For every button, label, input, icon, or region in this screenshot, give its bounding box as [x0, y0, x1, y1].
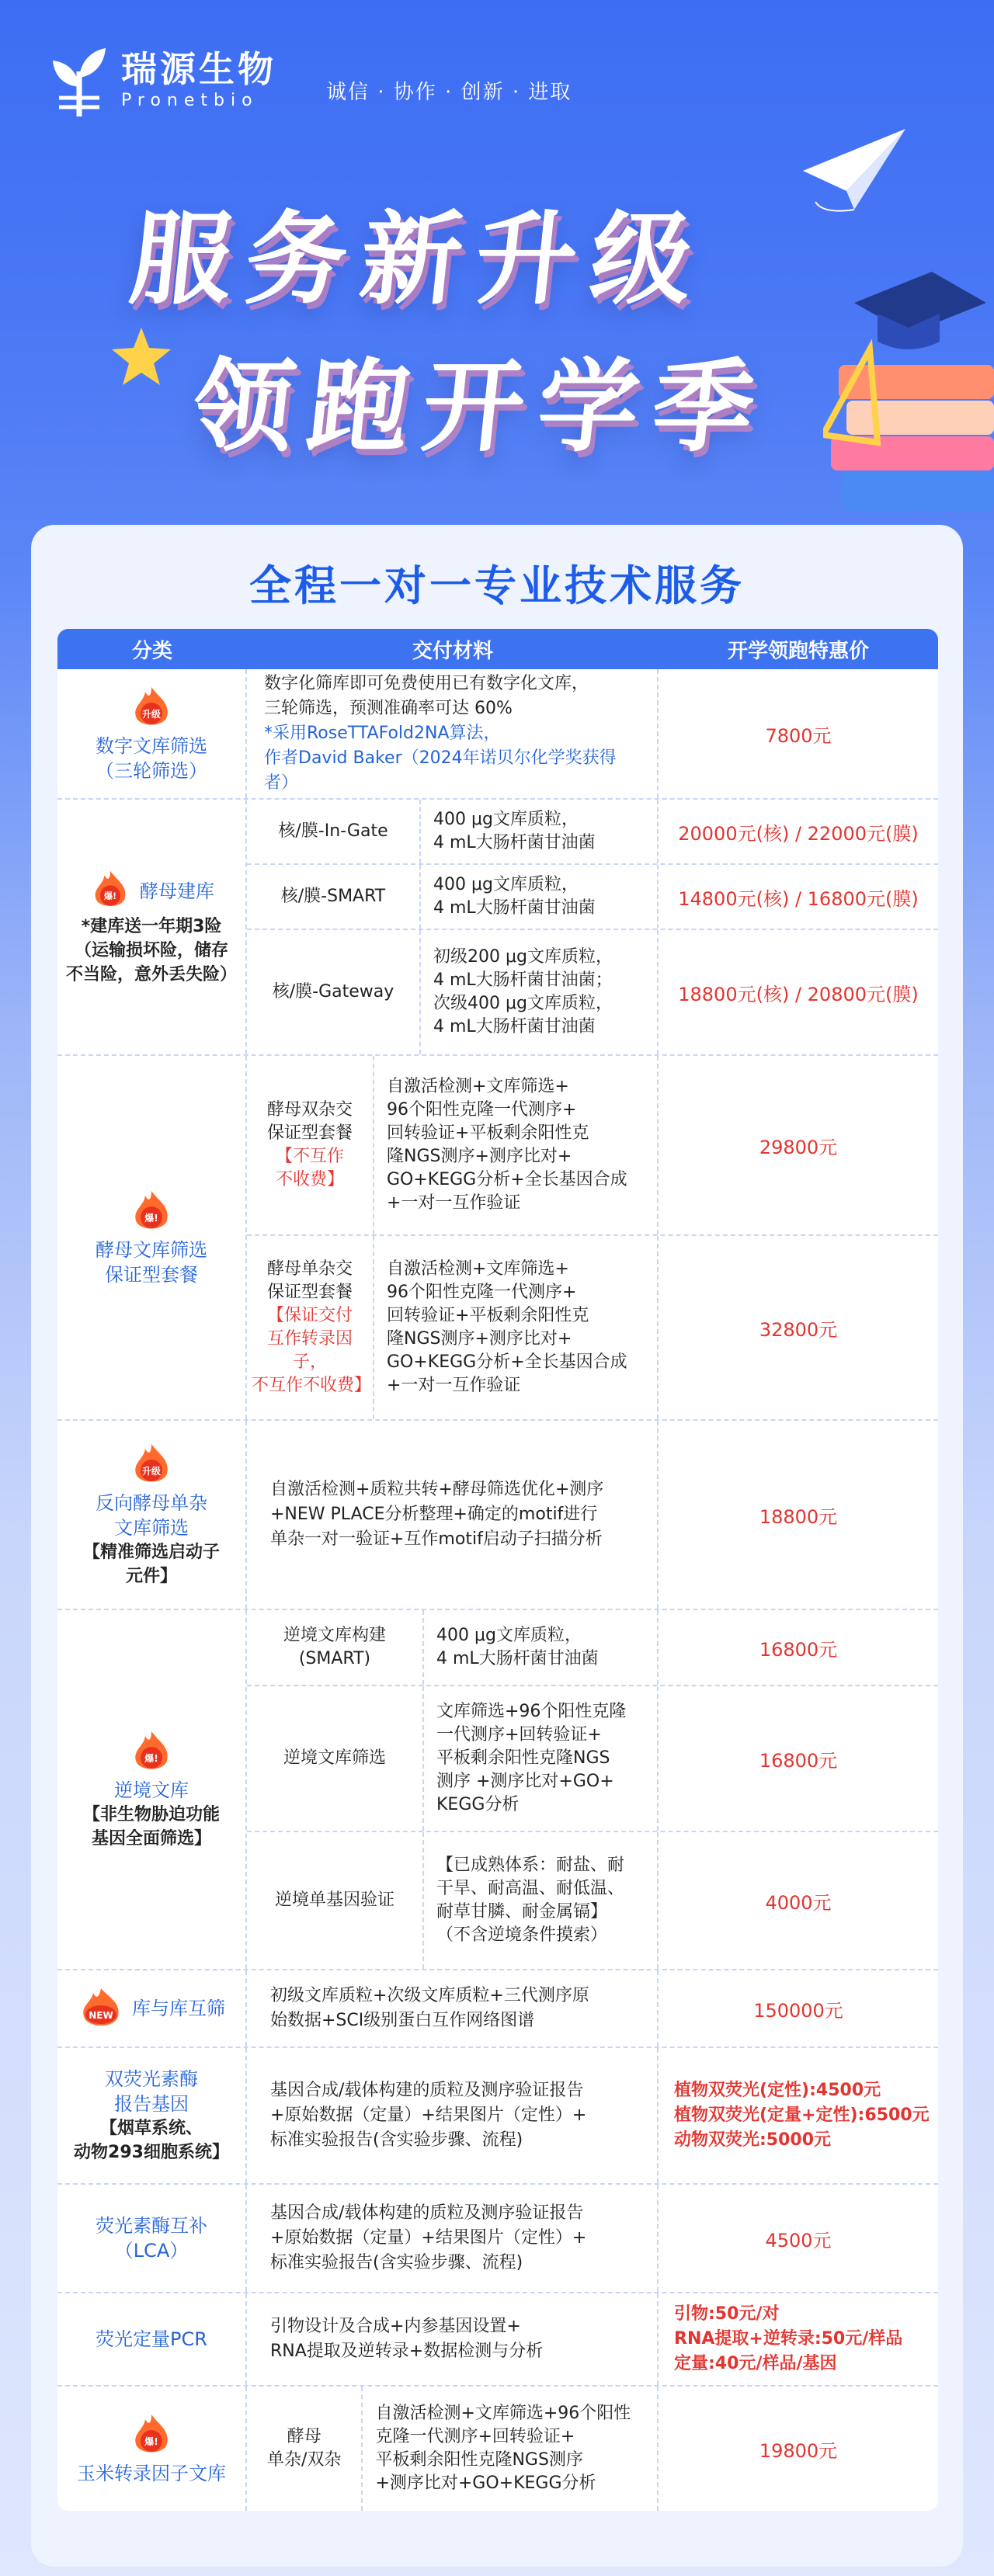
table-row [57, 1056, 938, 1421]
price-table [57, 629, 938, 2511]
insurance-detail: （运输损坏险，储存 [74, 940, 228, 960]
brand-name-cn: 瑞源生物 [121, 48, 276, 90]
sub-material: +测序比对+GO+KEGG分析 [375, 2474, 596, 2493]
hero-title-line1: 服务新升级 [124, 200, 712, 318]
sub-name: 逆境文库筛选 [247, 1686, 424, 1831]
material-text: 初级文库质粒+次级文库质粒+三代测序原 [270, 1986, 589, 2005]
sub-material: 隆NGS测序+测序比对+ [387, 1147, 572, 1166]
guarantee-note: 【不互作 [275, 1147, 344, 1166]
price-value: 20000元(核) / 22000元(膜) [678, 822, 919, 845]
price-item: 引物:50元/对 [674, 2304, 780, 2324]
category-name: 双荧光素酶 [105, 2068, 198, 2090]
category-note: 【精准筛选启动子 [82, 1543, 220, 1562]
sub-material: 一代测序+回转验证+ [436, 1725, 602, 1745]
table-row [57, 2185, 938, 2293]
category-name: 数字文库筛选 [96, 735, 207, 757]
author-note: 作者David Baker（2024年诺贝尔化学奖获得者） [264, 748, 617, 793]
material-text: 标准实验报告(含实验步骤、流程) [270, 2130, 523, 2150]
guarantee-note: 不互作不收费】 [252, 1376, 372, 1395]
sub-name: 核/膜-Gateway [247, 930, 421, 1054]
sub-material: 隆NGS测序+测序比对+ [387, 1329, 572, 1349]
sub-name: (SMART) [298, 1649, 371, 1668]
insurance-detail: 不当险，意外丢失险） [65, 964, 237, 984]
sub-material: 4 mL大肠杆菌甘油菌 [436, 1649, 599, 1668]
sub-material: （不含逆境条件摸索） [436, 1925, 608, 1945]
sub-material: 回转验证+平板剩余阳性克 [387, 1306, 589, 1325]
sub-material: 耐草甘膦、耐金属镉】 [436, 1902, 608, 1922]
sub-material: 自激活检测+文库筛选+ [387, 1077, 569, 1096]
hot-flame-icon [89, 868, 132, 911]
price-item: RNA提取+逆转录:50元/样品 [674, 2329, 903, 2349]
table-row [57, 1610, 938, 1970]
new-badge-icon [78, 1987, 124, 2030]
brand-slogan: 诚信 · 协作 · 创新 · 进取 [326, 81, 572, 104]
table-header [57, 629, 938, 669]
sub-material: GO+KEGG分析+全长基因合成 [387, 1170, 627, 1189]
price-item: 定量:40元/样品/基因 [674, 2354, 837, 2373]
hot-flame-icon [128, 1728, 175, 1775]
table-row [57, 1970, 938, 2048]
price-value: 32800元 [759, 1318, 838, 1341]
guarantee-note: 不收费】 [275, 1170, 344, 1189]
category-name: 逆境文库 [114, 1779, 189, 1801]
algorithm-note: *采用RoseTTAFold2NA算法， [264, 724, 501, 743]
svg-text:爆!: 爆! [144, 2436, 158, 2447]
sub-material: 4 mL大肠杆菌甘油菌 [433, 833, 596, 852]
material-text: 单杂一对一验证+互作motif启动子扫描分析 [270, 1529, 603, 1549]
category-note: 【烟草系统、 [99, 2119, 203, 2138]
sub-material: 次级400 μg文库质粒， [433, 994, 613, 1013]
material-text: 标准实验报告(含实验步骤、流程) [270, 2253, 523, 2272]
hot-flame-icon [128, 1188, 175, 1234]
category-subname: 文库筛选 [114, 1517, 189, 1539]
sub-name: 保证型套餐 [266, 1283, 353, 1302]
svg-text:爆!: 爆! [144, 1213, 158, 1224]
sub-name: 逆境文库构建 [283, 1626, 386, 1645]
sub-material: 平板剩余阳性克隆NGS测序 [375, 2450, 583, 2470]
table-row [57, 800, 938, 1056]
books-graduation-cap-icon [823, 256, 994, 520]
category-name: 荧光素酶互补 [96, 2215, 207, 2237]
material-text: 始数据+SCI级别蛋白互作网络图谱 [270, 2011, 535, 2030]
brand-logo [48, 40, 276, 118]
category-subname: （LCA） [114, 2240, 189, 2262]
sub-material: 400 μg文库质粒， [436, 1626, 582, 1645]
sub-row [247, 1686, 938, 1832]
material-text: +NEW PLACE分析整理+确定的motif进行 [270, 1505, 598, 1524]
sub-material: 测序 +测序比对+GO+ [436, 1772, 614, 1791]
category-name: 库与库互筛 [132, 1998, 225, 2019]
sub-material: 初级200 μg文库质粒， [433, 947, 613, 967]
star-icon [109, 325, 174, 390]
plant-logo-icon [48, 40, 110, 118]
table-row [57, 2048, 938, 2185]
table-row [57, 2293, 938, 2387]
sub-material: 4 mL大肠杆菌甘油菌 [433, 898, 596, 918]
material-text: 基因合成/载体构建的质粒及测序验证报告 [270, 2203, 584, 2223]
svg-text:NEW: NEW [89, 2010, 113, 2021]
guarantee-note: 互作转录因子， [266, 1329, 353, 1372]
sub-material: 平板剩余阳性克隆NGS [436, 1748, 610, 1768]
category-subname: （三轮筛选） [96, 760, 207, 782]
sub-material: 文库筛选+96个阳性克隆 [436, 1702, 627, 1721]
material-text: +原始数据（定量）+结果图片（定性）+ [270, 2228, 587, 2248]
category-note: 元件】 [125, 1567, 177, 1586]
sub-material: 克隆一代测序+回转验证+ [375, 2427, 575, 2446]
sub-row [247, 930, 938, 1054]
sub-name: 酵母单杂交 [266, 1259, 353, 1279]
category-note: 【非生物胁迫功能 [82, 1805, 220, 1824]
price-value: 18800元(核) / 20800元(膜) [678, 983, 919, 1005]
upgrade-flame-icon [128, 684, 175, 731]
sub-name: 核/膜-In-Gate [247, 800, 421, 863]
sub-material: 4 mL大肠杆菌甘油菌； [433, 970, 613, 990]
sub-material: +一对一互作验证 [387, 1376, 521, 1395]
price-value: 4000元 [765, 1891, 832, 1914]
sub-name: 酵母双杂交 [266, 1100, 353, 1120]
svg-text:爆!: 爆! [103, 890, 117, 901]
brand-name-en: Pronetbio [121, 91, 259, 110]
paper-plane-icon [800, 124, 909, 217]
material-text: 引物设计及合成+内参基因设置+ [270, 2317, 521, 2336]
material-text: 数字化筛库即可免费使用已有数字化文库， [264, 674, 589, 693]
price-value: 19800元 [759, 2439, 838, 2462]
sub-name: 保证型套餐 [266, 1123, 353, 1143]
sub-material: 96个阳性克隆一代测序+ [387, 1283, 577, 1302]
sub-material: 400 μg文库质粒， [433, 810, 579, 829]
material-text: 三轮筛选，预测准确率可达 60% [264, 699, 513, 718]
price-value: 29800元 [759, 1136, 838, 1158]
sub-material: 自激活检测+文库筛选+96个阳性 [375, 2404, 631, 2423]
svg-text:升级: 升级 [141, 1466, 162, 1477]
table-row [57, 2387, 938, 2511]
price-value: 16800元 [759, 1749, 838, 1772]
hot-flame-icon [128, 2411, 175, 2458]
price-value: 7800元 [765, 724, 832, 747]
sub-name: 核/膜-SMART [247, 865, 421, 929]
material-text: 自激活检测+质粒共转+酵母筛选优化+测序 [270, 1480, 604, 1499]
service-card [31, 525, 963, 2567]
header-category: 分类 [131, 639, 172, 663]
category-name: 酵母建库 [140, 880, 214, 902]
upgrade-flame-icon [128, 1441, 175, 1488]
guarantee-note: 【保证交付 [266, 1306, 353, 1325]
hero-title-line2: 领跑开学季 [186, 348, 774, 466]
sub-row [247, 865, 938, 930]
category-name: 玉米转录因子文库 [77, 2463, 226, 2484]
sub-material: GO+KEGG分析+全长基因合成 [387, 1352, 627, 1372]
sub-row [247, 1832, 938, 1969]
category-subname: 报告基因 [114, 2093, 189, 2115]
svg-text:爆!: 爆! [144, 1753, 158, 1764]
price-item: 动物双荧光:5000元 [674, 2130, 832, 2150]
sub-material: +一对一互作验证 [387, 1193, 521, 1213]
sub-material: 400 μg文库质粒， [433, 875, 579, 894]
header-price: 开学领跑特惠价 [727, 639, 869, 663]
sub-name: 单杂/双杂 [267, 2450, 342, 2470]
sub-row [247, 1610, 938, 1686]
sub-material: 自激活检测+文库筛选+ [387, 1259, 569, 1279]
category-subname: 保证型套餐 [105, 1264, 198, 1286]
price-value: 18800元 [759, 1505, 838, 1528]
material-text: 基因合成/载体构建的质粒及测序验证报告 [270, 2081, 584, 2100]
hero-banner [0, 0, 994, 528]
category-note: 基因全面筛选】 [91, 1829, 211, 1849]
category-name: 酵母文库筛选 [96, 1239, 207, 1261]
price-value: 150000元 [753, 1999, 843, 2022]
sub-material: 干旱、耐高温、耐低温、 [436, 1879, 625, 1898]
section-title: 全程一对一专业技术服务 [249, 561, 745, 610]
category-name: 反向酵母单杂 [96, 1492, 207, 1514]
sub-row [247, 1056, 938, 1236]
sub-material: 【已成熟体系：耐盐、耐 [436, 1856, 625, 1875]
header-materials: 交付材料 [412, 639, 493, 663]
material-text: RNA提取及逆转录+数据检测与分析 [270, 2342, 544, 2361]
insurance-note: *建库送一年期3险 [81, 916, 222, 936]
sub-material: KEGG分析 [436, 1795, 520, 1814]
sub-material: 4 mL大肠杆菌甘油菌 [433, 1017, 596, 1036]
price-value: 4500元 [765, 2229, 832, 2251]
table-row [57, 669, 938, 800]
price-item: 植物双荧光(定性):4500元 [674, 2081, 881, 2100]
sub-row [247, 800, 938, 865]
price-item: 植物双荧光(定量+定性):6500元 [674, 2106, 930, 2125]
price-value: 14800元(核) / 16800元(膜) [678, 887, 919, 910]
sub-material: 96个阳性克隆一代测序+ [387, 1100, 577, 1120]
category-name: 荧光定量PCR [96, 2328, 207, 2350]
sub-name: 逆境单基因验证 [247, 1832, 424, 1969]
table-row [57, 1421, 938, 1610]
sub-material: 回转验证+平板剩余阳性克 [387, 1123, 589, 1143]
material-text: +原始数据（定量）+结果图片（定性）+ [270, 2106, 587, 2125]
category-note: 动物293细胞系统】 [74, 2143, 229, 2162]
price-value: 16800元 [759, 1638, 838, 1661]
sub-row [247, 1236, 938, 1419]
svg-text:升级: 升级 [141, 709, 162, 720]
sub-name: 酵母 [287, 2427, 321, 2446]
